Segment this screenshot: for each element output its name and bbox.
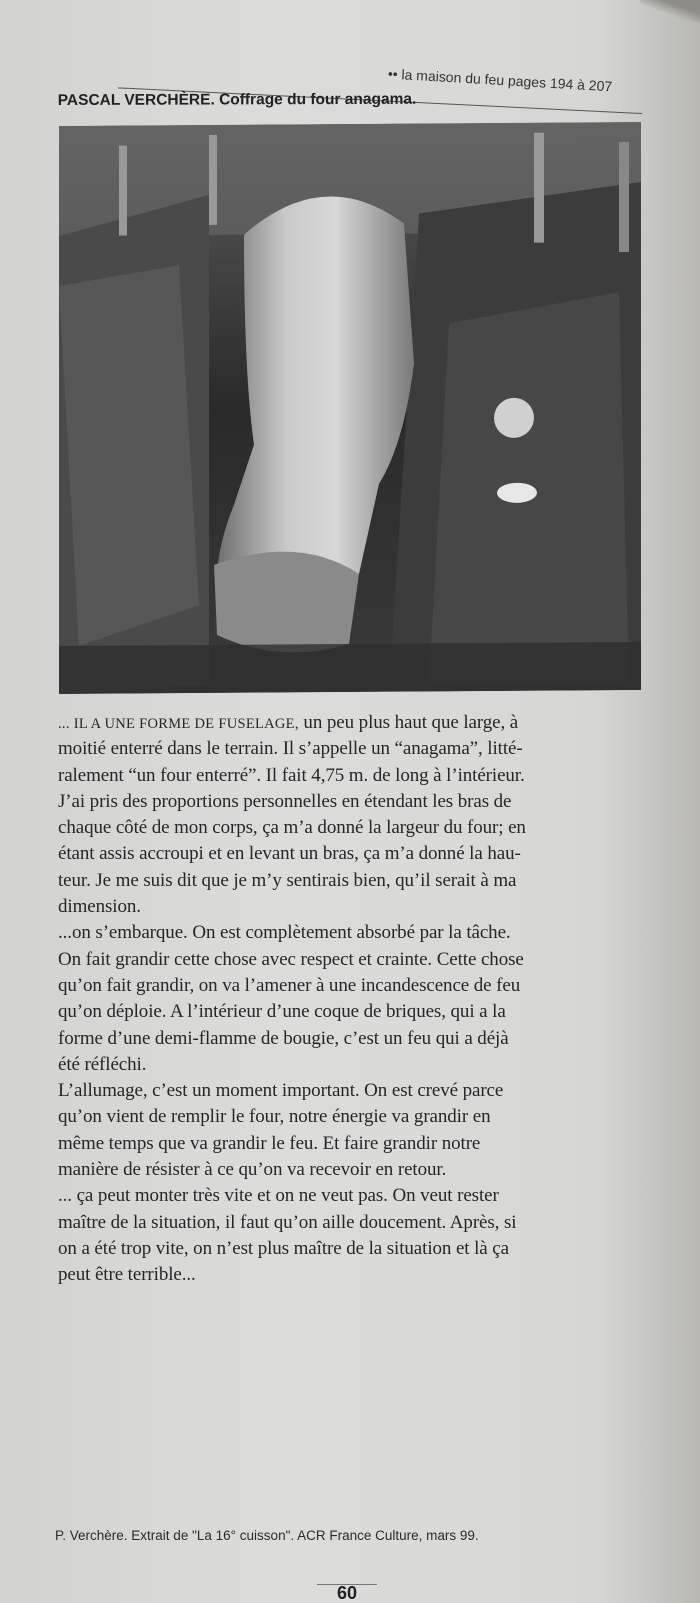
text-line	[58, 789, 658, 815]
text-line	[58, 1078, 658, 1104]
body-text	[58, 710, 658, 1289]
text-line-content: ... ça peut monter très vite et on ne veut pas. On veut rester	[58, 1185, 499, 1207]
kiln-formwork-photo	[59, 122, 641, 694]
text-line-content: même temps que va grandir le feu. Et faire grandir notre	[58, 1132, 481, 1154]
text-line	[58, 1262, 658, 1288]
text-line	[58, 1026, 658, 1052]
text-line	[58, 1131, 658, 1157]
text-line-content: On fait grandir cette chose avec respect et crainte. Cette chose	[58, 948, 524, 970]
text-line	[58, 947, 658, 973]
text-line	[58, 736, 658, 762]
text-line-content: moitié enterré dans le terrain. Il s’appelle un “anagama”, litté-	[58, 738, 523, 760]
text-line-content: forme d’une demi-flamme de bougie, c’est un feu qui a déjà	[58, 1027, 509, 1049]
text-line-content: étant assis accroupi et en levant un bras, ça m’a donné la hau-	[58, 843, 521, 865]
photo-caption-title: PASCAL VERCHÈRE. Coffrage du four anagama.	[57, 90, 417, 109]
text-line	[58, 999, 658, 1025]
text-line-content: un peu plus haut que large, à	[298, 712, 519, 733]
source-credit: P. Verchère. Extrait de "La 16° cuisson". ACR France Culture, mars 99.	[55, 1528, 479, 1543]
text-line	[58, 815, 658, 841]
lead-in-smallcaps: ... IL A UNE FORME DE FUSELAGE,	[58, 716, 299, 732]
text-line	[58, 1236, 658, 1262]
page-number: 60	[317, 1584, 377, 1601]
text-line-content: ...on s’embarque. On est complètement absorbé par la tâche.	[58, 922, 511, 944]
text-line-content: on a été trop vite, on n’est plus maître de la situation et là ça	[58, 1237, 509, 1259]
page-corner-shadow	[640, 0, 700, 22]
text-line-content: été réfléchi.	[58, 1053, 147, 1075]
text-line	[58, 894, 658, 920]
page-header	[57, 65, 658, 109]
text-line-content: peut être terrible...	[58, 1264, 196, 1286]
text-line	[58, 1052, 658, 1078]
text-line-content: maître de la situation, il faut qu’on aille doucement. Après, si	[58, 1211, 517, 1233]
text-line-content: ralement “un four enterré”. Il fait 4,75 m. de long à l’intérieur.	[58, 764, 525, 786]
text-line	[58, 763, 658, 789]
text-line	[58, 1104, 658, 1130]
text-line-content: qu’on fait grandir, on va l’amener à une incandescence de feu	[58, 974, 521, 996]
text-line-content: teur. Je me suis dit que je m’y sentirais bien, qu’il serait à ma	[58, 869, 517, 891]
text-line	[58, 1157, 658, 1183]
text-line-content: L’allumage, c’est un moment important. On est crevé parce	[58, 1080, 504, 1102]
text-line-content: qu’on vient de remplir le four, notre énergie va grandir en	[58, 1106, 491, 1128]
text-line-content: chaque côté de mon corps, ça m’a donné la largeur du four; en	[58, 817, 526, 839]
text-line	[58, 841, 658, 867]
text-line	[58, 920, 658, 946]
text-line-content: manière de résister à ce qu’on va recevoir en retour.	[58, 1159, 447, 1181]
text-line	[58, 973, 658, 999]
cross-reference: •• la maison du feu pages 194 à 207	[387, 65, 613, 95]
text-line	[58, 1210, 658, 1236]
text-line	[58, 710, 658, 736]
text-line-content: J’ai pris des proportions personnelles en étendant les bras de	[58, 790, 512, 812]
text-line	[58, 868, 658, 894]
text-line	[58, 1183, 658, 1209]
text-line-content: dimension.	[58, 896, 141, 918]
text-line-content: qu’on déploie. A l’intérieur d’une coque de briques, qui a la	[58, 1001, 506, 1023]
